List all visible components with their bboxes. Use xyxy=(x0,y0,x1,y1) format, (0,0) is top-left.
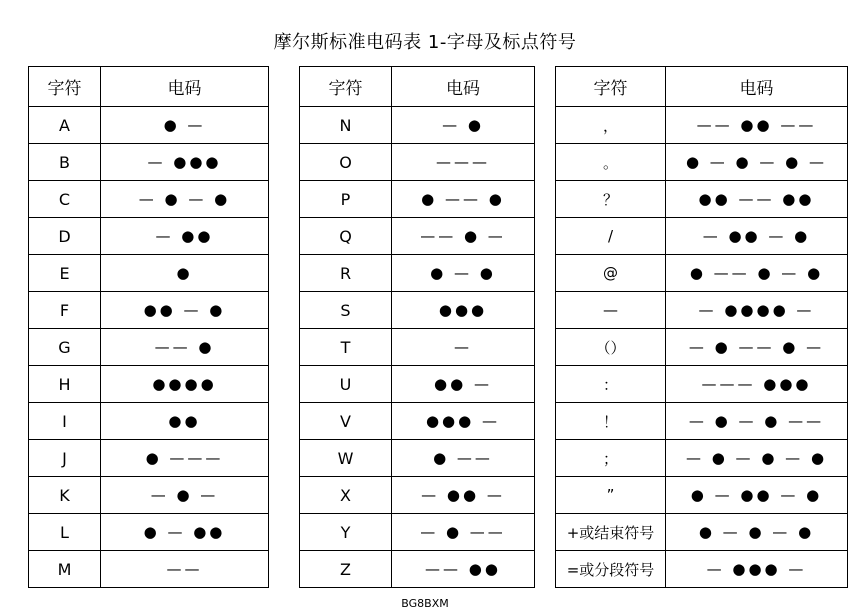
char-cell: ； xyxy=(556,440,666,477)
column-gap xyxy=(269,181,300,218)
code-cell: — ● —— xyxy=(392,514,535,551)
code-cell: — ●● — ● xyxy=(666,218,848,255)
table-row xyxy=(29,292,848,329)
char-cell: D xyxy=(29,218,101,255)
char-cell: P xyxy=(300,181,392,218)
column-gap xyxy=(269,366,300,403)
table-row xyxy=(29,255,848,292)
code-cell: ●● —— ●● xyxy=(666,181,848,218)
code-cell: — ● — ● — ● xyxy=(666,440,848,477)
char-cell: V xyxy=(300,403,392,440)
table-row xyxy=(29,366,848,403)
char-cell: W xyxy=(300,440,392,477)
column-gap xyxy=(269,551,300,588)
column-gap xyxy=(269,329,300,366)
code-cell: ● — xyxy=(101,107,269,144)
char-cell: （） xyxy=(556,329,666,366)
code-cell: — ● — xyxy=(101,477,269,514)
col-header-char: 字符 xyxy=(29,67,101,107)
char-cell: H xyxy=(29,366,101,403)
code-cell: —— ●● —— xyxy=(666,107,848,144)
table-row xyxy=(29,144,848,181)
char-cell: J xyxy=(29,440,101,477)
column-gap xyxy=(269,218,300,255)
char-cell: G xyxy=(29,329,101,366)
char-cell: I xyxy=(29,403,101,440)
column-gap xyxy=(535,107,556,144)
column-gap xyxy=(269,403,300,440)
char-cell: C xyxy=(29,181,101,218)
code-cell: ●● — ● xyxy=(101,292,269,329)
char-cell: N xyxy=(300,107,392,144)
code-cell: ●●● xyxy=(392,292,535,329)
char-cell: ： xyxy=(556,366,666,403)
char-cell: A xyxy=(29,107,101,144)
column-gap xyxy=(269,107,300,144)
col-header-code: 电码 xyxy=(666,67,848,107)
column-gap xyxy=(535,67,556,107)
column-gap xyxy=(535,366,556,403)
char-cell: / xyxy=(556,218,666,255)
code-cell: ——— ●●● xyxy=(666,366,848,403)
char-cell: F xyxy=(29,292,101,329)
column-gap xyxy=(269,255,300,292)
char-cell: O xyxy=(300,144,392,181)
char-cell: — xyxy=(556,292,666,329)
column-gap xyxy=(535,514,556,551)
column-gap xyxy=(269,292,300,329)
column-gap xyxy=(269,440,300,477)
char-cell: ， xyxy=(556,107,666,144)
code-cell: ●●● — xyxy=(392,403,535,440)
char-cell: ” xyxy=(556,477,666,514)
code-cell: —— xyxy=(101,551,269,588)
code-cell: — ●●● xyxy=(101,144,269,181)
char-cell: M xyxy=(29,551,101,588)
char-cell: ？ xyxy=(556,181,666,218)
code-cell: — ●● xyxy=(101,218,269,255)
column-gap xyxy=(535,551,556,588)
code-cell: — ● xyxy=(392,107,535,144)
table-row xyxy=(29,514,848,551)
col-header-char: 字符 xyxy=(556,67,666,107)
char-cell: S xyxy=(300,292,392,329)
table-row xyxy=(29,329,848,366)
char-cell: K xyxy=(29,477,101,514)
table-row xyxy=(29,403,848,440)
column-gap xyxy=(535,218,556,255)
char-cell: =或分段符号 xyxy=(556,551,666,588)
code-cell: —— ● xyxy=(101,329,269,366)
char-cell: R xyxy=(300,255,392,292)
col-header-code: 电码 xyxy=(101,67,269,107)
header-row xyxy=(29,67,848,107)
column-gap xyxy=(269,514,300,551)
code-cell: — ●● — xyxy=(392,477,535,514)
column-gap xyxy=(269,477,300,514)
table-row xyxy=(29,181,848,218)
char-cell: X xyxy=(300,477,392,514)
char-cell: E xyxy=(29,255,101,292)
code-cell: ● — ●● xyxy=(101,514,269,551)
code-cell: —— ●● xyxy=(392,551,535,588)
code-cell: — xyxy=(392,329,535,366)
column-gap xyxy=(535,292,556,329)
code-cell: ● — ●● — ● xyxy=(666,477,848,514)
char-cell: Q xyxy=(300,218,392,255)
char-cell: T xyxy=(300,329,392,366)
char-cell: @ xyxy=(556,255,666,292)
char-cell: Z xyxy=(300,551,392,588)
column-gap xyxy=(535,329,556,366)
col-header-char: 字符 xyxy=(300,67,392,107)
table-row xyxy=(29,440,848,477)
code-cell: ● —— xyxy=(392,440,535,477)
code-cell: ●● xyxy=(101,403,269,440)
column-gap xyxy=(535,144,556,181)
column-gap xyxy=(535,477,556,514)
char-cell: 。 xyxy=(556,144,666,181)
column-gap xyxy=(269,144,300,181)
char-cell: U xyxy=(300,366,392,403)
code-cell: ● — ● — ● — xyxy=(666,144,848,181)
code-cell: ● —— ● xyxy=(392,181,535,218)
code-cell: ● ——— xyxy=(101,440,269,477)
code-cell: — ● —— ● — xyxy=(666,329,848,366)
char-cell: +或结束符号 xyxy=(556,514,666,551)
code-cell: ●●●● xyxy=(101,366,269,403)
table-row xyxy=(29,477,848,514)
code-cell: — ● — ● xyxy=(101,181,269,218)
column-gap xyxy=(535,181,556,218)
table-row xyxy=(29,551,848,588)
char-cell: L xyxy=(29,514,101,551)
code-cell: —— ● — xyxy=(392,218,535,255)
code-cell: — ●●● — xyxy=(666,551,848,588)
col-header-code: 电码 xyxy=(392,67,535,107)
table-row xyxy=(29,218,848,255)
code-cell: — ● — ● —— xyxy=(666,403,848,440)
column-gap xyxy=(269,67,300,107)
char-cell: B xyxy=(29,144,101,181)
code-cell: ● — ● xyxy=(392,255,535,292)
table-row xyxy=(29,107,848,144)
code-cell: — ●●●● — xyxy=(666,292,848,329)
page-title: 摩尔斯标准电码表 1-字母及标点符号 xyxy=(273,32,577,53)
column-gap xyxy=(535,440,556,477)
code-cell: ●● — xyxy=(392,366,535,403)
morse-code-table xyxy=(28,66,848,588)
column-gap xyxy=(535,255,556,292)
code-cell: ——— xyxy=(392,144,535,181)
char-cell: ！ xyxy=(556,403,666,440)
column-gap xyxy=(535,403,556,440)
code-cell: ● —— ● — ● xyxy=(666,255,848,292)
code-cell: ● xyxy=(101,255,269,292)
code-cell: ● — ● — ● xyxy=(666,514,848,551)
char-cell: Y xyxy=(300,514,392,551)
footer-callsign: BG8BXM xyxy=(401,597,449,610)
